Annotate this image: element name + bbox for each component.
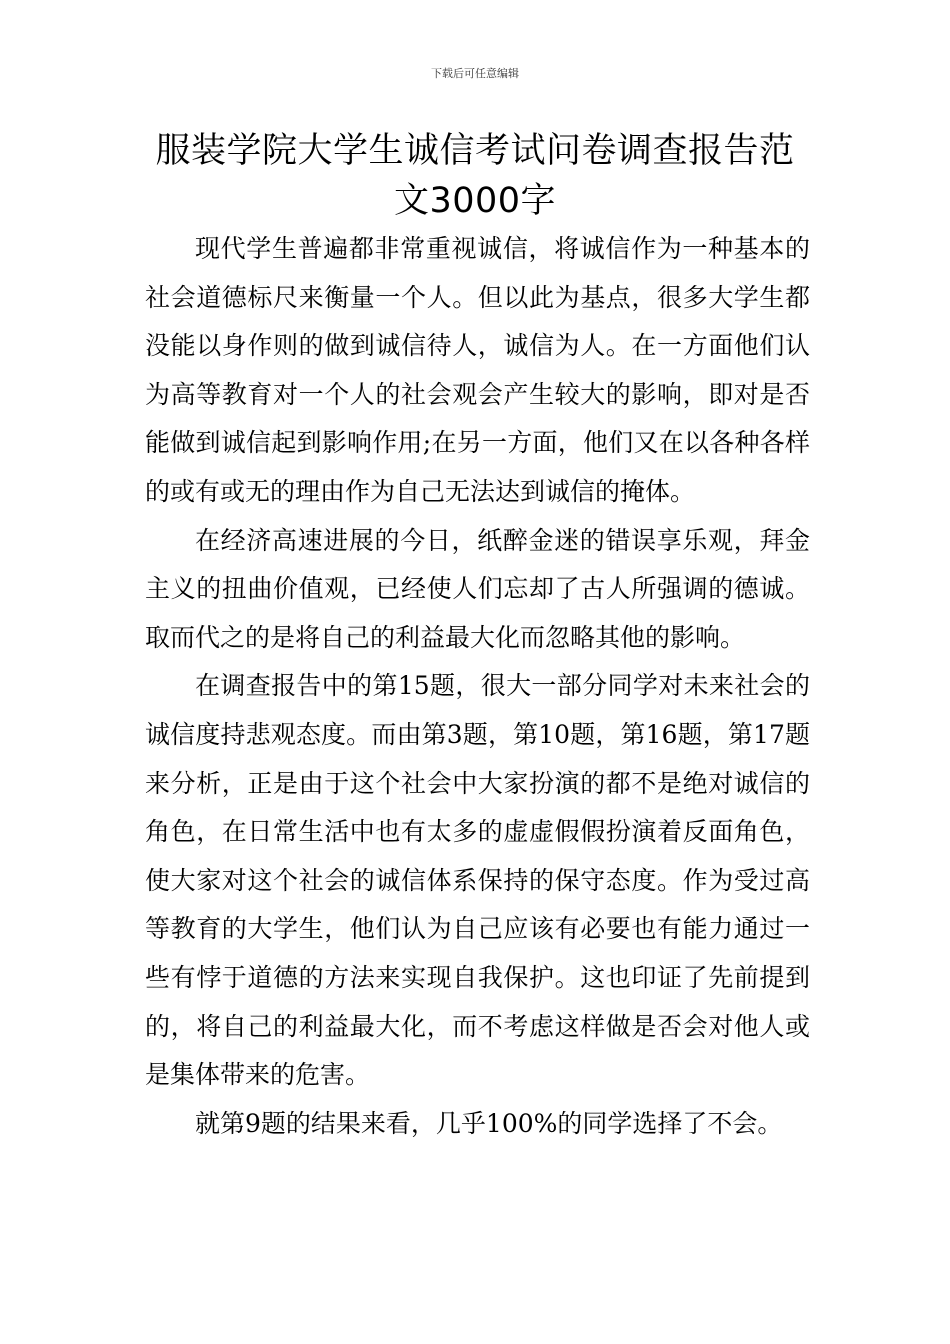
paragraph: 在经济高速进展的今日，纸醉金迷的错误享乐观，拜金主义的扭曲价值观，已经使人们忘却了古人所强调的德诚。取而代之的是将自己的利益最大化而忽略其他的影响。 [145, 525, 810, 652]
document-body [145, 225, 810, 1148]
paragraph: 现代学生普遍都非常重视诚信，将诚信作为一种基本的社会道德标尺来衡量一个人。但以此为基点，很多大学生都没能以身作则的做到诚信待人，诚信为人。在一方面他们认为高等教育对一个人的社会观会产生较大的影响，即对是否能做到诚信起到影响作用;在另一方面，他们又在以各种各样的或有或无的理由作为自己无法达到诚信的掩体。 [145, 234, 810, 506]
document-title: 服装学院大学生诚信考试问卷调查报告范文3000字 [155, 131, 795, 221]
header-note: 下载后可任意编辑 [431, 67, 519, 80]
paragraph: 就第9题的结果来看，几乎100%的同学选择了不会。 [195, 1108, 783, 1138]
paragraph: 在调查报告中的第15题，很大一部分同学对未来社会的诚信度持悲观态度。而由第3题，第10题，第16题，第17题来分析，正是由于这个社会中大家扮演的都不是绝对诚信的角色，在日常生活中也有太多的虚虚假假扮演着反面角色，使大家对这个社会的诚信体系保持的保守态度。作为受过高等教育的大学生，他们认为自己应该有必要也有能力通过一些有悖于道德的方法来实现自我保护。这也印证了先前提到的，将自己的利益最大化，而不考虑这样做是否会对他人或是集体带来的危害。 [145, 671, 810, 1090]
